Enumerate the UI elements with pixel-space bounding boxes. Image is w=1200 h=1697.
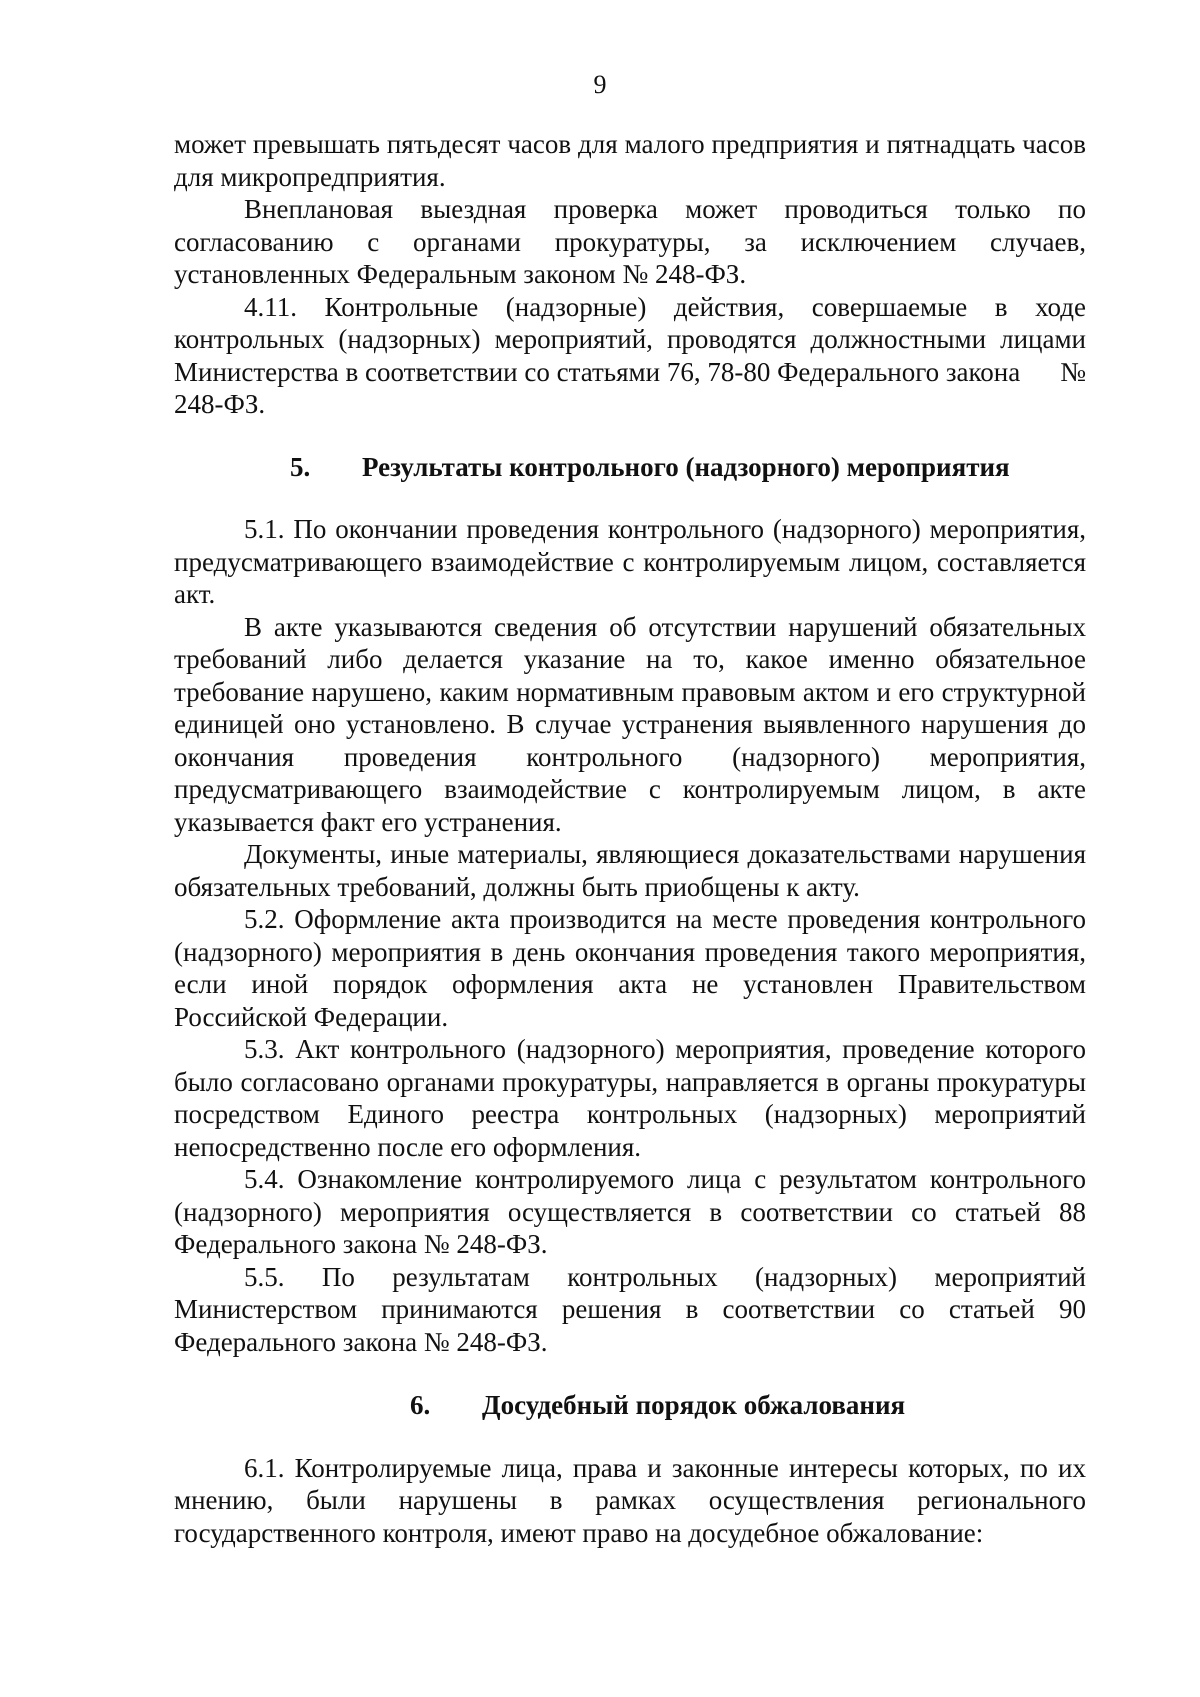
section-5-title: Результаты контрольного (надзорного) мероприятия	[362, 451, 1010, 482]
section-5-heading	[174, 451, 1086, 484]
paragraph-act-contents: В акте указываются сведения об отсутствии нарушений обязательных требований либо делается указание на то, какое именно обязательное требование нарушено, каким нормативным правовым актом и его структурной единицей оно установлено. В случае устранения выявленного нарушения до окончания проведения контрольного (надзорного) мероприятия, предусматривающего взаимодействие с контролируемым лицом, в акте указывается факт его устранения.	[174, 611, 1086, 837]
paragraph-5-2: 5.2. Оформление акта производится на месте проведения контрольного (надзорного) мероприятия в день окончания проведения такого мероприятия, если иной порядок оформления акта не установлен Правительством Российской Федерации.	[174, 904, 1086, 1032]
paragraph-documents: Документы, иные материалы, являющиеся доказательствами нарушения обязательных требований, должны быть приобщены к акту.	[174, 839, 1086, 902]
section-6-number: 6.	[410, 1390, 431, 1420]
document-body	[174, 128, 1086, 1549]
section-6-heading	[174, 1389, 1086, 1422]
paragraph-unscheduled-inspection: Внеплановая выездная проверка может проводиться только по согласованию с органами прокуратуры, за исключением случаев, установленных Федеральным законом № 248-ФЗ.	[174, 194, 1086, 289]
paragraph-5-1: 5.1. По окончании проведения контрольного (надзорного) мероприятия, предусматривающего взаимодействие с контролируемым лицом, составляется акт.	[174, 514, 1086, 609]
paragraph-4-11-text: 4.11. Контрольные (надзорные) действия, совершаемые в ходе контрольных (надзорных) мероприятий, проводятся должностными лицами Министерства в соответствии со статьями 76, 78-80 Федерального закона	[174, 291, 1086, 387]
paragraph-continuation: может превышать пятьдесят часов для малого предприятия и пятнадцать часов для микропредприятия.	[174, 129, 1086, 192]
section-5-number: 5.	[290, 451, 311, 482]
section-6-title: Досудебный порядок обжалования	[482, 1390, 906, 1420]
paragraph-5-5: 5.5. По результатам контрольных (надзорных) мероприятий Министерством принимаются решения в соответствии со статьей 90 Федерального закона № 248-ФЗ.	[174, 1261, 1086, 1357]
paragraph-6-1: 6.1. Контролируемые лица, права и законные интересы которых, по их мнению, были нарушены в рамках осуществления регионального государственного контроля, имеют право на досудебное обжалование:	[174, 1452, 1086, 1548]
paragraph-4-11	[174, 291, 1086, 421]
paragraph-5-4: 5.4. Ознакомление контролируемого лица с результатом контрольного (надзорного) мероприятия осуществляется в соответствии со статьей 88 Федерального закона № 248-ФЗ.	[174, 1164, 1086, 1259]
page-number: 9	[593, 70, 607, 99]
paragraph-5-3: 5.3. Акт контрольного (надзорного) мероприятия, проведение которого было согласовано органами прокуратуры, направляется в органы прокуратуры посредством Единого реестра контрольных (надзорных) мероприятий непосредственно после его оформления.	[174, 1034, 1086, 1162]
paragraph-4-11-tail: № 248-ФЗ.	[174, 356, 1086, 419]
